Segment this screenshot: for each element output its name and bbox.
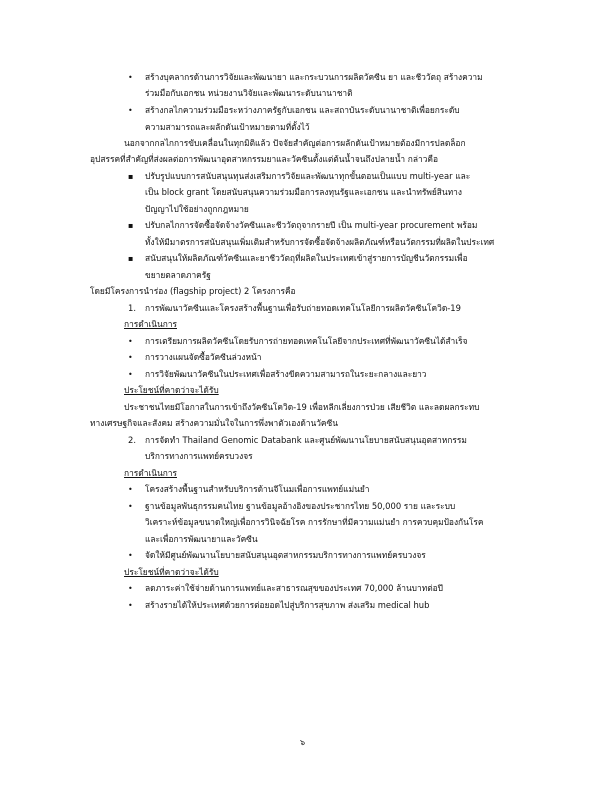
paragraph-line: ทางเศรษฐกิจและสังคม สร้างความมั่นใจในการพึ่งพาตัวเองด้านวัคซีน — [90, 418, 338, 428]
bullet-icon: ▪ — [128, 254, 134, 263]
paragraph-line: ประชาชนไทยมีโอกาสในการเข้าถึงวัคซีนโควิด-19 เพื่อหลีกเลี่ยงการป่วย เสียชีวิต และลดผลกระทบ — [124, 402, 480, 412]
benefit-heading: ประโยชน์ที่คาดว่าจะได้รับ — [124, 385, 219, 395]
ops-heading: การดำเนินการ — [124, 319, 177, 329]
project-number: 1. — [128, 303, 136, 313]
bullet-icon: • — [128, 601, 133, 610]
bullet-icon: • — [128, 337, 133, 346]
text-line: ขยายตลาดภาครัฐ — [145, 270, 211, 280]
text-line: สนับสนุนให้ผลิตภัณฑ์วัคซีนและยาชีววัตถุที่ผลิตในประเทศเข้าสู่รายการบัญชีนวัตกรรมเพื่อ — [145, 253, 468, 263]
benefit-heading: ประโยชน์ที่คาดว่าจะได้รับ — [124, 567, 219, 577]
page-number: ๖ — [300, 738, 306, 747]
list-item: วิเคราะห์ข้อมูลขนาดใหญ่เพื่อการวินิจฉัยโรค การรักษาที่มีความแม่นยำ การควบคุมป้องกันโรค — [145, 517, 484, 527]
text-line: ร่วมมือกับเอกชน หน่วยงานวิจัยและพัฒนาระดับนานาชาติ — [145, 88, 353, 98]
bullet-icon: ▪ — [128, 221, 134, 230]
paragraph-line: นอกจากกลไกการขับเคลื่อนในทุกมิติแล้ว ปัจจัยสำคัญต่อการผลักดันเป้าหมายต้องมีการปลดล็อก — [124, 138, 466, 148]
bullet-icon: • — [128, 73, 133, 82]
bullet-icon: • — [128, 106, 133, 115]
list-item: สร้างรายได้ให้ประเทศด้วยการต่อยอดไปสู่บริการสุขภาพ ส่งเสริม medical hub — [145, 600, 430, 610]
ops-heading: การดำเนินการ — [124, 468, 177, 478]
list-item: การวิจัยพัฒนาวัคซีนในประเทศเพื่อสร้างขีดความสามารถในระยะกลางและยาว — [145, 369, 427, 379]
project-title: การพัฒนาวัคซีนและโครงสร้างพื้นฐานเพื่อรับถ่ายทอดเทคโนโลยีการผลิตวัคซีนโควิด-19 — [145, 303, 461, 313]
text-line: ทั้งให้มีมาตรการสนับสนุนเพิ่มเติมสำหรับการจัดซื้อจัดจ้างผลิตภัณฑ์หรือนวัตกรรมที่ผลิตในประเทศ — [145, 237, 495, 247]
text-line: ปรับรูปแบบการสนับสนุนทุนส่งเสริมการวิจัยและพัฒนาทุกขั้นตอนเป็นแบบ multi-year และ — [145, 171, 471, 181]
bullet-icon: • — [128, 551, 133, 560]
bullet-icon: • — [128, 584, 133, 593]
bullet-icon: • — [128, 485, 133, 494]
project-number: 2. — [128, 435, 136, 445]
project-title: การจัดทำ Thailand Genomic Databank และศูนย์พัฒนานโยบายสนับสนุนอุตสาหกรรม — [145, 435, 467, 445]
text-line: สร้างกลไกความร่วมมือระหว่างภาครัฐกับเอกชน และสถาบันระดับนานาชาติเพื่อยกระดับ — [145, 105, 460, 115]
flagship-intro: โดยมีโครงการนำร่อง (flagship project) 2 โครงการคือ — [90, 286, 296, 296]
project-title: บริการทางการแพทย์ครบวงจร — [145, 451, 253, 461]
text-line: ปรับกลไกการจัดซื้อจัดจ้างวัคซีนและชีววัตถุจากรายปี เป็น multi-year procurement พร้อม — [145, 220, 478, 230]
paragraph-line: อุปสรรคที่สำคัญที่ส่งผลต่อการพัฒนาอุตสาหกรรมยาและวัคซีนตั้งแต่ต้นน้ำจนถึงปลายน้ำ กล่าวคือ — [90, 154, 439, 164]
list-item: การเตรียมการผลิตวัคซีนโดยรับการถ่ายทอดเทคโนโลยีจากประเทศที่พัฒนาวัคซีนได้สำเร็จ — [145, 336, 468, 346]
text-line: เป็น block grant โดยสนับสนุนความร่วมมือการลงทุนรัฐและเอกชน และนำทรัพย์สินทาง — [145, 187, 462, 197]
list-item: ลดภาระค่าใช้จ่ายด้านการแพทย์และสาธารณสุขของประเทศ 70,000 ล้านบาทต่อปี — [145, 583, 444, 593]
list-item: ฐานข้อมูลพันธุกรรมคนไทย ฐานข้อมูลอ้างอิงของประชากรไทย 50,000 ราย และระบบ — [145, 501, 456, 511]
list-item: โครงสร้างพื้นฐานสำหรับบริการด้านจีโนมเพื่อการแพทย์แม่นยำ — [145, 484, 370, 494]
bullet-icon: • — [128, 502, 133, 511]
list-item: จัดให้มีศูนย์พัฒนานโยบายสนับสนุนอุตสาหกรรมบริการทางการแพทย์ครบวงจร — [145, 550, 426, 560]
text-line: ปัญญาไปใช้อย่างถูกกฎหมาย — [145, 204, 249, 214]
list-item: และเพื่อการพัฒนายาและวัคซีน — [145, 534, 258, 544]
list-item: การวางแผนจัดซื้อวัคซีนล่วงหน้า — [145, 352, 262, 362]
bullet-icon: • — [128, 353, 133, 362]
bullet-icon: • — [128, 370, 133, 379]
bullet-icon: ▪ — [128, 172, 134, 181]
text-line: สร้างบุคลากรด้านการวิจัยและพัฒนายา และกระบวนการผลิตวัคซีน ยา และชีววัตถุ สร้างความ — [145, 72, 483, 82]
text-line: ความสามารถและผลักดันเป้าหมายตามที่ตั้งไว้ — [145, 122, 310, 132]
